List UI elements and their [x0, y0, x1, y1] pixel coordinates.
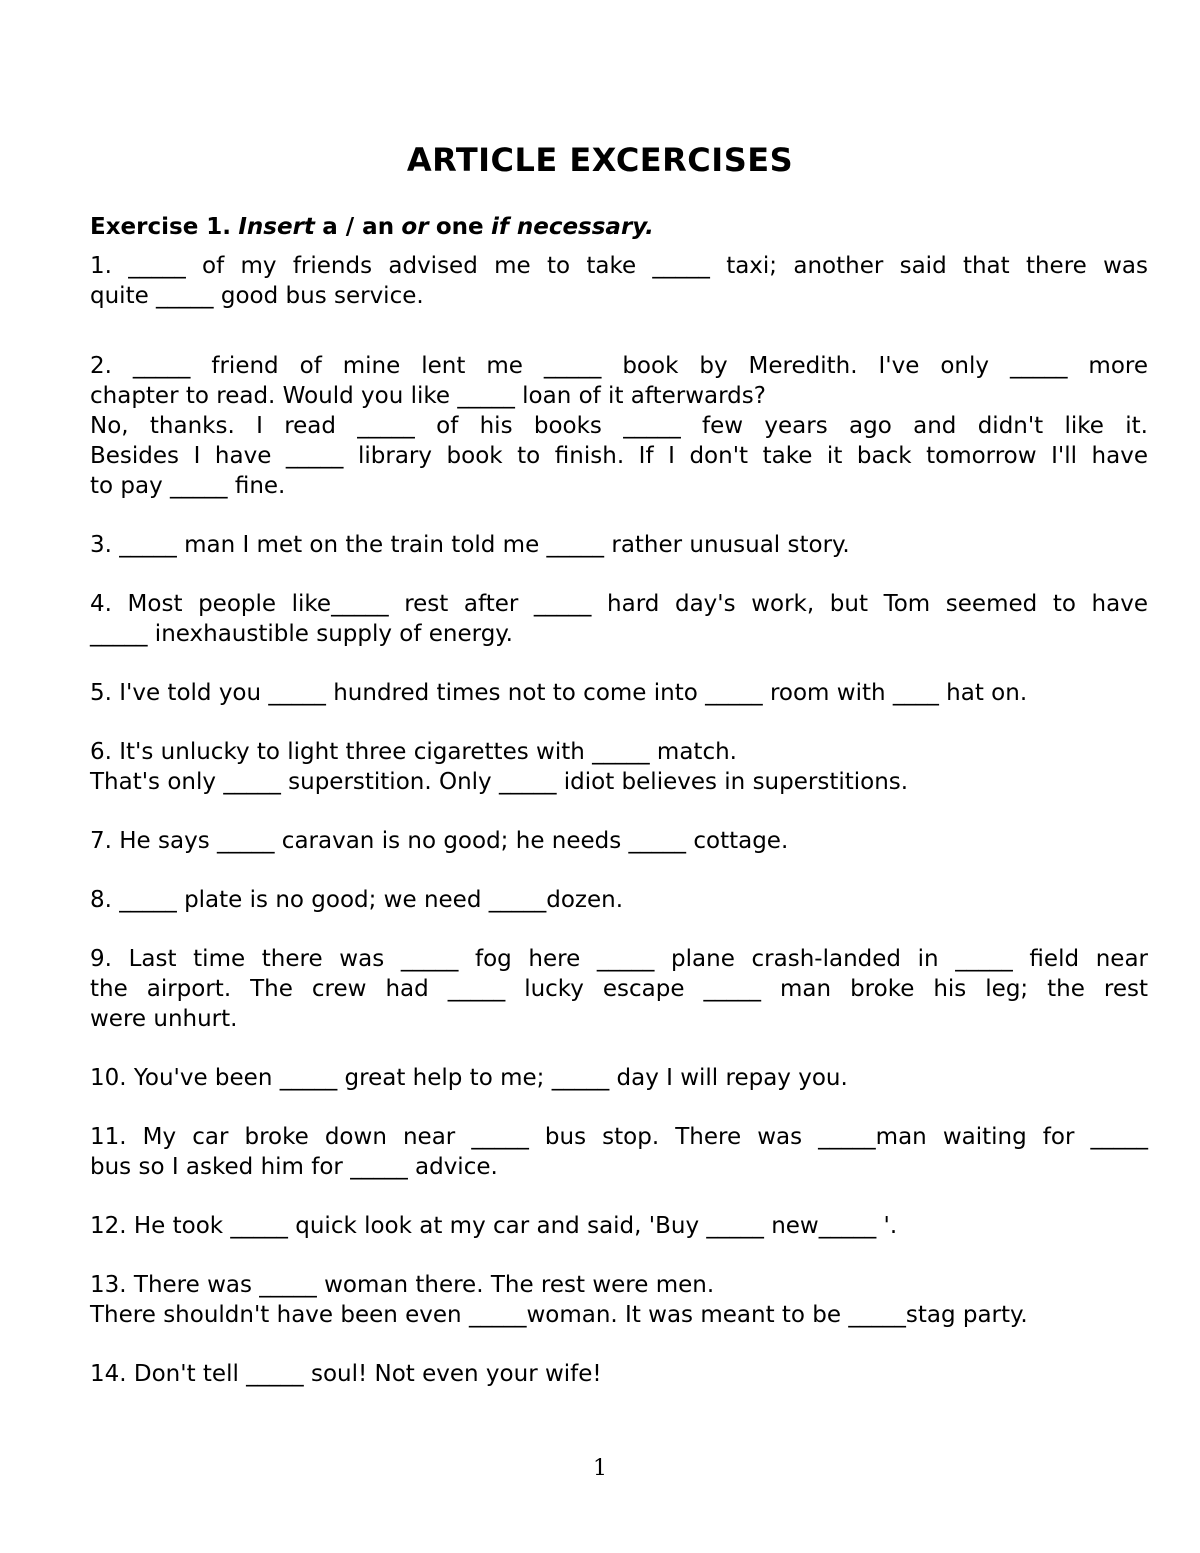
- item-line: 14. Don't tell _____ soul! Not even your wife!: [90, 1361, 602, 1387]
- item-line: the airport. The crew had _____ lucky escape _____ man broke his leg; the rest: [90, 976, 1148, 1002]
- exercise-item-11: [90, 1122, 1148, 1182]
- exercise-item-9: [90, 944, 1148, 1034]
- instruction-or: or: [401, 214, 429, 240]
- exercise-item-3: [90, 530, 1148, 560]
- exercise-label: Exercise 1.: [90, 214, 232, 240]
- page-number: 1: [593, 1456, 607, 1481]
- item-line: were unhurt.: [90, 1006, 238, 1032]
- item-line: There shouldn't have been even _____woman. It was meant to be _____stag party.: [90, 1302, 1028, 1328]
- item-line: That's only _____ superstition. Only _____ idiot believes in superstitions.: [90, 769, 909, 795]
- instruction-a-an: a / an: [322, 214, 395, 240]
- item-line: _____ inexhaustible supply of energy.: [90, 621, 513, 647]
- exercise-item-7: [90, 826, 1148, 856]
- exercise-item-13: [90, 1270, 1148, 1330]
- exercise-item-10: [90, 1063, 1148, 1093]
- item-line: 3. _____ man I met on the train told me _____ rather unusual story.: [90, 532, 850, 558]
- exercise-item-12: [90, 1211, 1148, 1241]
- item-line: 7. He says _____ caravan is no good; he needs _____ cottage.: [90, 828, 789, 854]
- item-line: bus so I asked him for _____ advice.: [90, 1154, 498, 1180]
- item-line: 13. There was _____ woman there. The rest were men.: [90, 1272, 715, 1298]
- item-line: 9. Last time there was _____ fog here _____ plane crash-landed in _____ field near: [90, 946, 1148, 972]
- item-line: 5. I've told you _____ hundred times not to come into _____ room with ____ hat on.: [90, 680, 1028, 706]
- item-line: to pay _____ fine.: [90, 473, 286, 499]
- item-line: 1. _____ of my friends advised me to take _____ taxi; another said that there was: [90, 253, 1148, 279]
- exercise-item-1: [90, 251, 1148, 311]
- exercise-item-4: [90, 589, 1148, 649]
- exercise-item-2: [90, 351, 1148, 501]
- exercise-heading: [90, 212, 1148, 242]
- instruction-insert: Insert: [238, 214, 315, 240]
- item-line: Besides I have _____ library book to finish. If I don't take it back tomorrow I'll have: [90, 443, 1148, 469]
- item-line: 8. _____ plate is no good; we need _____dozen.: [90, 887, 624, 913]
- exercise-item-14: [90, 1359, 1148, 1389]
- exercise-item-8: [90, 885, 1148, 915]
- item-line: 2. _____ friend of mine lent me _____ book by Meredith. I've only _____ more: [90, 353, 1148, 379]
- instruction-if-necessary: if necessary.: [490, 214, 654, 240]
- exercise-item-5: [90, 678, 1148, 708]
- item-line: chapter to read. Would you like _____ loan of it afterwards?: [90, 383, 766, 409]
- item-line: 4. Most people like_____ rest after _____ hard day's work, but Tom seemed to have: [90, 591, 1148, 617]
- item-line: 6. It's unlucky to light three cigarettes with _____ match.: [90, 739, 737, 765]
- instruction-one: one: [435, 214, 484, 240]
- item-line: quite _____ good bus service.: [90, 283, 424, 309]
- item-line: 11. My car broke down near _____ bus stop. There was _____man waiting for _____: [90, 1124, 1148, 1150]
- item-line: 12. He took _____ quick look at my car and said, 'Buy _____ new_____ '.: [90, 1213, 898, 1239]
- exercise-item-6: [90, 737, 1148, 797]
- page-title: ARTICLE EXCERCISES: [406, 141, 794, 179]
- item-line: 10. You've been _____ great help to me; _____ day I will repay you.: [90, 1065, 848, 1091]
- exercise-content: [90, 212, 1148, 1389]
- item-line: No, thanks. I read _____ of his books _____ few years ago and didn't like it.: [90, 413, 1148, 439]
